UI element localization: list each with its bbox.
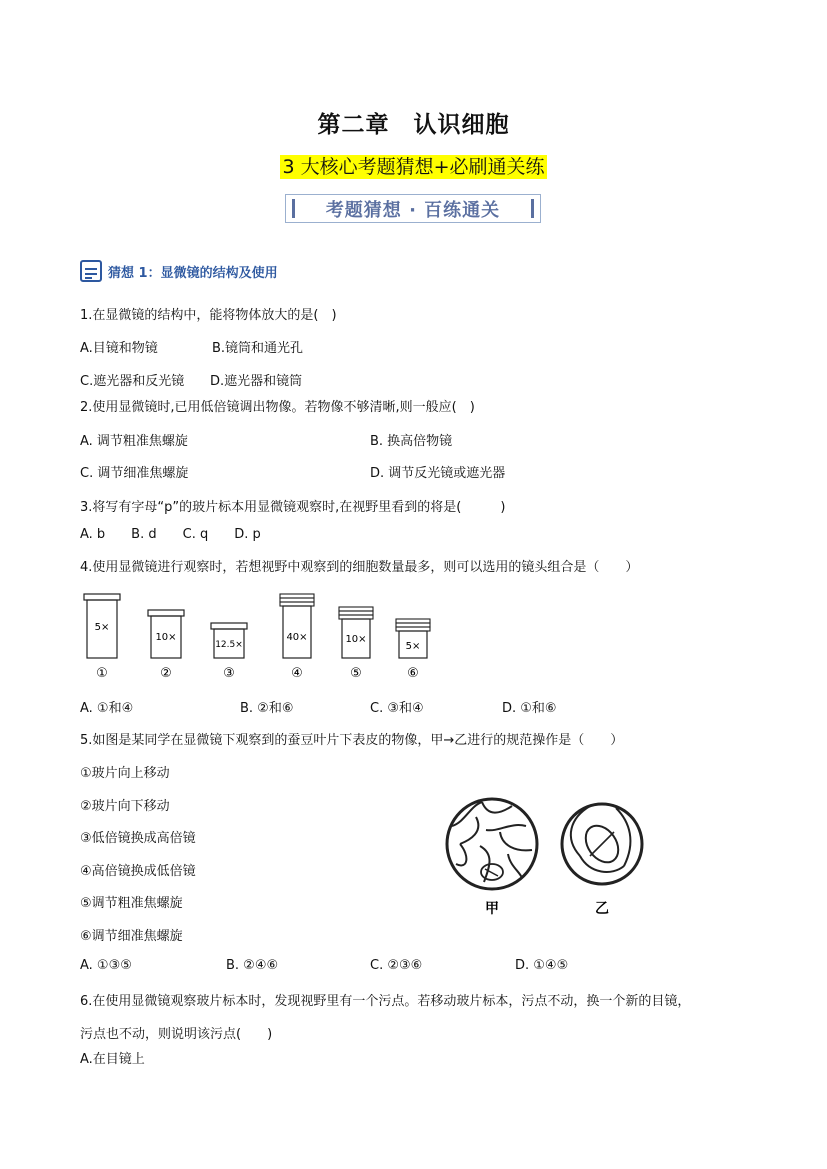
q1-option-b: B.镜筒和通光孔 [212,341,304,356]
q5-step: ④高倍镜换成低倍镜 [80,864,196,879]
svg-text:④: ④ [291,666,303,681]
q5-option-c: C. ②③⑥ [370,958,423,973]
q3-stem: 3.将写有字母“p”的玻片标本用显微镜观察时,在视野里看到的将是( ) [80,500,506,515]
lens-diagram [78,590,448,685]
svg-text:⑥: ⑥ [407,666,419,681]
svg-text:5×: 5× [405,641,421,652]
q2-stem: 2.使用显微镜时,已用低倍镜调出物像。若物像不够清晰,则一般应( ) [80,400,475,415]
q4-option-d: D. ①和⑥ [502,701,557,716]
svg-text:40×: 40× [286,632,308,643]
q5-step: ①玻片向上移动 [80,766,170,781]
svg-text:10×: 10× [155,632,177,643]
svg-text:⑤: ⑤ [350,666,362,681]
q5-stem: 5.如图是某同学在显微镜下观察到的蚕豆叶片下表皮的物像，甲→乙进行的规范操作是（ ） [80,733,624,748]
q6-option-a: A.在目镜上 [80,1052,145,1067]
microscope-view-diagram [440,792,650,922]
view-yi [562,804,642,917]
svg-text:③: ③ [223,666,235,681]
lens-4 [280,594,314,681]
q3-options: A. b B. d C. q D. p [80,527,261,542]
lens-1 [84,594,120,681]
q4-stem: 4.使用显微镜进行观察时，若想视野中观察到的细胞数量最多，则可以选用的镜头组合是（ ） [80,560,639,575]
q1-option-a: A.目镜和物镜 [80,341,158,356]
q2-option-c: C. 调节细准焦螺旋 [80,466,189,481]
svg-text:①: ① [96,666,108,681]
q2-option-a: A. 调节粗准焦螺旋 [80,434,188,449]
page-title: 第二章 认识细胞 [317,111,510,138]
q1-stem: 1.在显微镜的结构中，能将物体放大的是( ) [80,308,337,323]
q1-option-d: D.遮光器和镜筒 [210,374,303,389]
svg-text:②: ② [160,666,172,681]
q6-stem-line2: 污点也不动，则说明该污点( ) [80,1027,273,1042]
svg-text:12.5×: 12.5× [215,640,243,650]
lens-2 [148,610,184,681]
subtitle: 3 大核心考题猜想+必刷通关练 [282,156,545,178]
q5-option-a: A. ①③⑤ [80,958,132,973]
q5-step: ⑥调节细准焦螺旋 [80,929,183,944]
q5-option-b: B. ②④⑥ [226,958,279,973]
svg-text:甲: 甲 [485,901,499,917]
svg-text:乙: 乙 [595,901,609,917]
q5-option-d: D. ①④⑤ [515,958,569,973]
q2-option-b: B. 换高倍物镜 [370,434,453,449]
lens-6 [396,619,430,681]
q4-option-b: B. ②和⑥ [240,701,294,716]
q4-option-a: A. ①和④ [80,701,134,716]
q5-step: ②玻片向下移动 [80,799,170,814]
q6-stem-line1: 6.在使用显微镜观察玻片标本时，发现视野里有一个污点。若移动玻片标本，污点不动，换一个新的目镜， [80,994,691,1009]
lens-5 [339,607,373,681]
q1-option-c: C.遮光器和反光镜 [80,374,185,389]
svg-text:5×: 5× [94,622,110,633]
q2-option-d: D. 调节反光镜或遮光器 [370,466,506,481]
section-heading: 猜想 1：显微镜的结构及使用 [80,258,278,284]
q5-step: ③低倍镜换成高倍镜 [80,831,196,846]
notebook-icon [80,260,102,282]
q4-option-c: C. ③和④ [370,701,424,716]
view-jia [447,799,537,917]
banner: 考题猜想 · 百练通关 [285,194,541,223]
lens-3 [211,623,247,681]
q5-step: ⑤调节粗准焦螺旋 [80,896,183,911]
svg-text:10×: 10× [345,634,367,645]
